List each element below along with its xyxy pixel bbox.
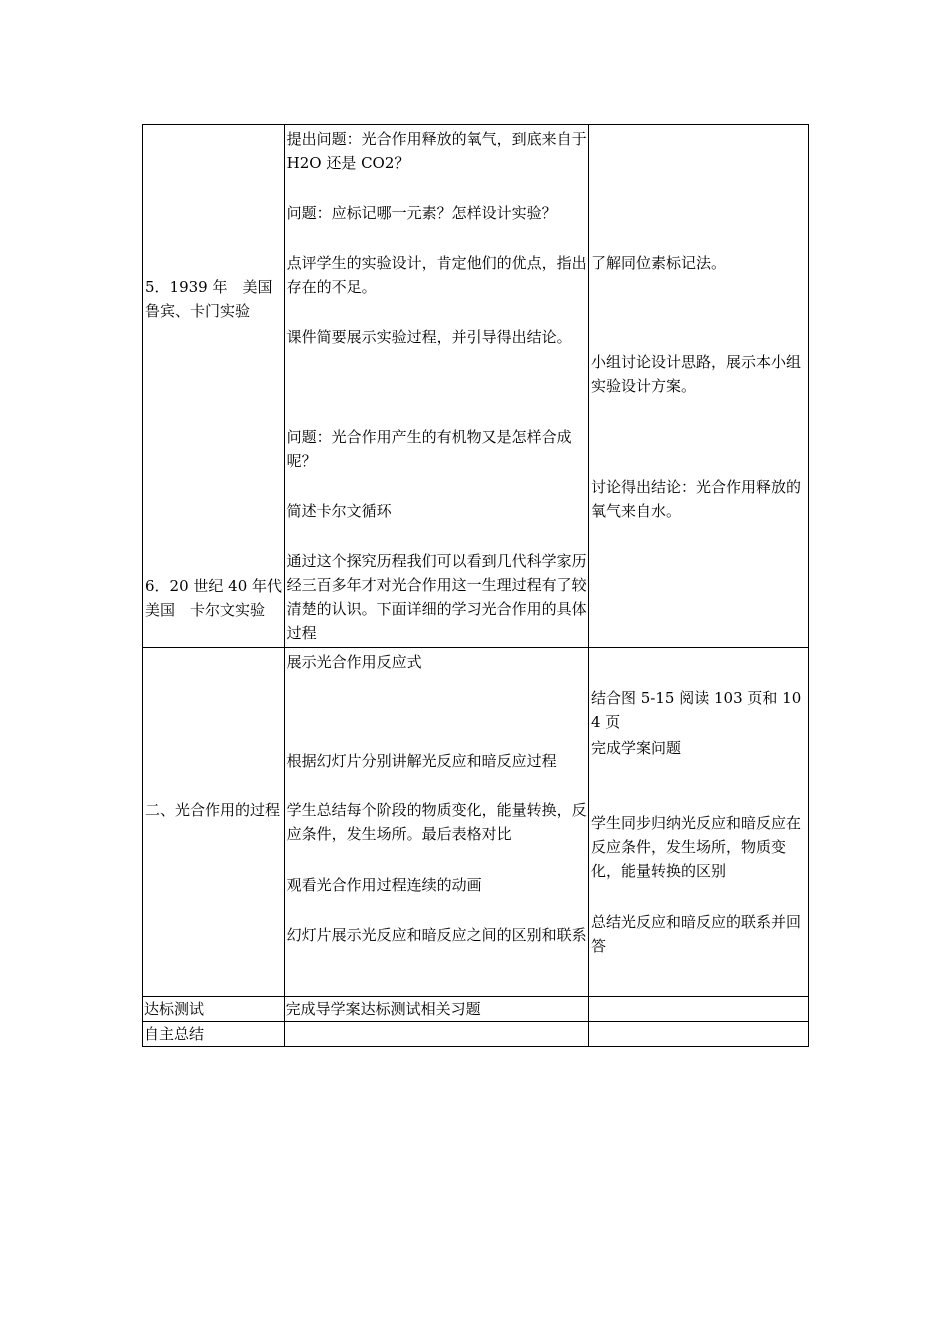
lesson-plan-table [142, 124, 809, 1047]
teacher-text: 幻灯片展示光反应和暗反应之间的区别和联系 [286, 926, 587, 944]
teacher-text: 问题：光合作用产生的有机物又是怎样合成呢？ [286, 428, 572, 470]
student-text: 小组讨论设计思路，展示本小组实验设计方案。 [590, 353, 801, 395]
student-text: 结合图 5-15 阅读 103 页和 104 页 [590, 689, 802, 731]
table-row [143, 997, 809, 1022]
teacher-text: 通过这个探究历程我们可以看到几代科学家历经三百多年才对光合作用这一生理过程有了较清楚的认识。下面详细的学习光合作用的具体过程 [286, 552, 587, 642]
student-activity-cell [588, 648, 808, 997]
table-row [143, 125, 809, 648]
student-activity-cell [588, 997, 808, 1022]
teacher-text: 课件简要展示实验过程，并引导得出结论。 [286, 328, 572, 346]
teacher-text: 学生总结每个阶段的物质变化，能量转换，反应条件，发生场所。最后表格对比 [286, 801, 587, 843]
teacher-activity-cell: 完成导学案达标测试相关习题 [284, 997, 588, 1022]
student-text: 学生同步归纳光反应和暗反应在反应条件，发生场所，物质变化，能量转换的区别 [590, 814, 801, 880]
student-text: 完成学案问题 [590, 739, 681, 757]
stage-cell [143, 648, 285, 997]
table-row [143, 648, 809, 997]
teacher-text: 观看光合作用过程连续的动画 [286, 876, 482, 894]
student-text: 了解同位素标记法。 [590, 254, 726, 272]
stage-label: 6．20 世纪 40 年代美国 卡尔文实验 [145, 577, 283, 619]
teacher-text: 提出问题：光合作用释放的氧气，到底来自于 H2O 还是 CO2？ [286, 130, 587, 172]
student-text: 讨论得出结论：光合作用释放的氧气来自水。 [590, 478, 801, 520]
stage-cell [143, 125, 285, 648]
stage-cell: 自主总结 [143, 1022, 285, 1047]
student-text: 总结光反应和暗反应的联系并回答 [590, 913, 801, 955]
stage-label: 5．1939 年 美国鲁宾、卡门实验 [145, 278, 273, 320]
stage-label: 二、光合作用的过程 [145, 801, 281, 819]
student-activity-cell [588, 1022, 808, 1047]
teacher-text: 根据幻灯片分别讲解光反应和暗反应过程 [286, 752, 557, 770]
teacher-activity-cell [284, 1022, 588, 1047]
teacher-text: 问题：应标记哪一元素？怎样设计实验？ [286, 204, 557, 222]
teacher-text: 点评学生的实验设计，肯定他们的优点，指出存在的不足。 [286, 254, 587, 296]
teacher-text: 展示光合作用反应式 [286, 653, 422, 671]
table-row [143, 1022, 809, 1047]
stage-cell: 达标测试 [143, 997, 285, 1022]
teacher-activity-cell [284, 648, 588, 997]
teacher-text: 简述卡尔文循环 [286, 502, 392, 520]
teacher-activity-cell [284, 125, 588, 648]
student-activity-cell [588, 125, 808, 648]
